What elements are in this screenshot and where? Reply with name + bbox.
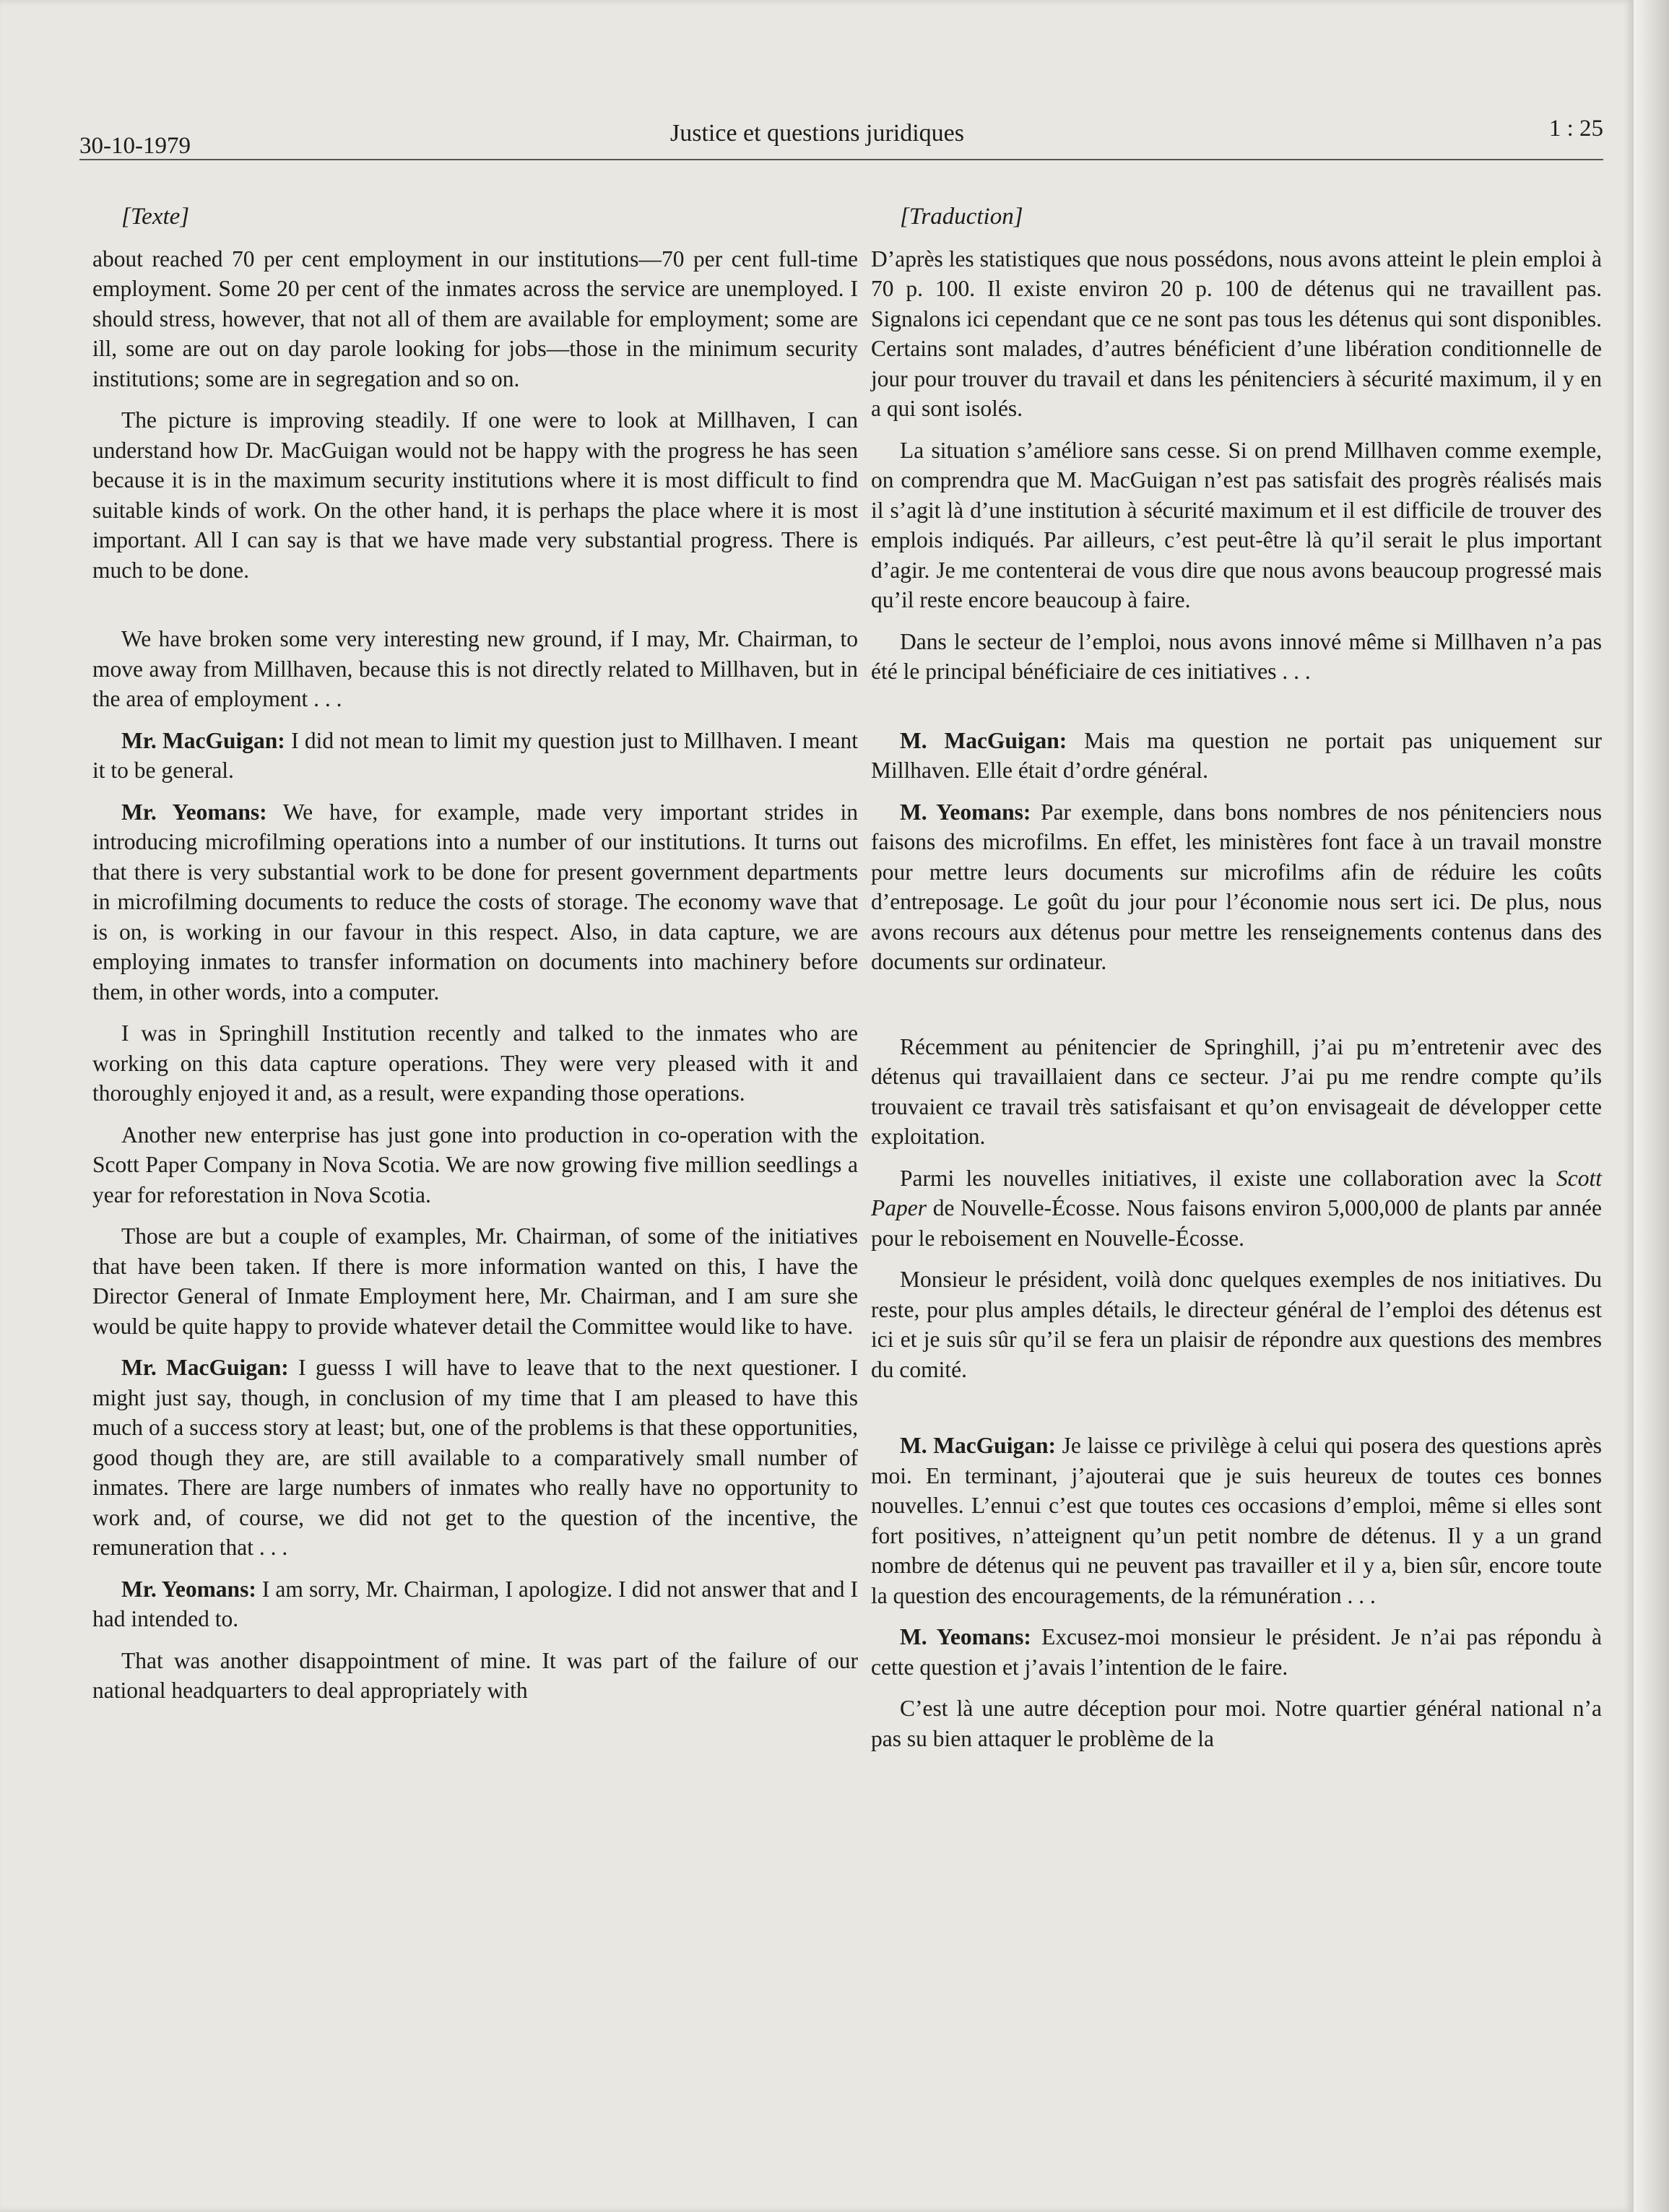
- paragraph: C’est là une autre déception pour moi. Notre quartier général national n’a pas su bien attaquer le problème de la: [871, 1696, 1602, 1751]
- page-edge: [1634, 0, 1669, 2212]
- speaker-name: Mr. Yeomans:: [121, 799, 267, 825]
- speaker-name: M. MacGuigan:: [900, 1433, 1056, 1458]
- speaker-name: Mr. MacGuigan:: [121, 1355, 289, 1380]
- speech-text: We have, for example, made very important strides in introducing microfilming operations into a number of our institutions. It turns out that there is very substantial work to be done for present government departments in microfilming documents to reduce the costs of storage. The economy wave that is on, is working in our favour in this respect. Also, in data capture, we are employing inmates to transfer information on documents into machinery before them, in other words, into a computer.: [92, 799, 858, 1005]
- section-label-traduction: [Traduction]: [900, 204, 1023, 230]
- text-run: de Nouvelle-Écosse. Nous faisons environ 5,000,000 de plants par année pour le reboisement en Nouvelle-Écosse.: [871, 1195, 1602, 1251]
- paragraph: [871, 1163, 1602, 1254]
- speech-text: Par exemple, dans bons nombres de nos pénitenciers nous faisons des microfilms. En effet, les ministères font face à un travail monstre pour mettre leurs documents sur microfilms afin de réduire les coûts d’entreposage. Le goût du jour pour l’économie nous sert ici. De plus, nous avons recours aux détenus pour mettre les renseignements contenus dans des documents sur ordinateur.: [871, 799, 1603, 974]
- page-header: [79, 116, 1603, 160]
- speech-text: I am sorry, Mr. Chairman, I apologize. I did not answer that and I had intended to.: [92, 1576, 858, 1631]
- paragraph: We have broken some very interesting new ground, if I may, Mr. Chairman, to move away from Millhaven, because this is not directly related to Millhaven, but in the area of employment . . .: [92, 626, 858, 711]
- paragraph: Récemment au pénitencier de Springhill, j’ai pu m’entretenir avec des détenus qui travaillaient dans ce secteur. J’ai pu me rendre compte qu’ils trouvaient ce travail très satisfaisant et qu’on envisageait de développer cette exploitation.: [871, 1033, 1602, 1149]
- paragraph: about reached 70 per cent employment in our institutions—70 per cent full-time employment. Some 20 per cent of the inmates across the service are unemployed. I should stress, however, that not all of them are available for employment; some are ill, some are out on day parole looking for jobs—those in the minimum security institutions; some are in segregation and so on.: [92, 246, 858, 391]
- company-name: Scott Paper: [871, 1165, 1602, 1220]
- header-page-number: 1 : 25: [1548, 116, 1603, 142]
- speaker-paragraph: [92, 797, 858, 1007]
- speaker-name: M. MacGuigan:: [900, 727, 1067, 753]
- header-date: 30-10-1979: [79, 133, 191, 159]
- paragraph: D’après les statistiques que nous possédons, nous avons atteint le plein emploi à 70 p. 100. Il existe environ 20 p. 100 de détenus qui ne travaillent pas. Signalons ici cependant que ce ne sont pas tous les détenus qui sont disponibles. Certains sont malades, d’autres bénéficient d’une libération conditionnelle de jour pour trouver du travail et dans les pénitenciers à sécurité maximum, il y en a qui sont isolés.: [871, 246, 1602, 421]
- speaker-name: M. Yeomans:: [900, 1624, 1031, 1649]
- paragraph: I was in Springhill Institution recently and talked to the inmates who are working on this data capture operations. They were very pleased with it and thoroughly enjoyed it and, as a result, were expanding those operations.: [92, 1020, 858, 1106]
- speaker-paragraph: [871, 726, 1602, 786]
- section-label-texte: [Texte]: [121, 204, 190, 230]
- speech-text: I guesss I will have to leave that to the next questioner. I might just say, though, in conclusion of my time that I am pleased to have this much of a success story at least; but, one of the problems is that these opportunities, good though they are, are still available to a comparatively small number of inmates. There are large numbers of inmates who really have no opportunity to work and, of course, we did not get to the question of the incentive, the remuneration that . . .: [92, 1355, 858, 1560]
- speaker-paragraph: [92, 1574, 858, 1634]
- english-column: [92, 202, 858, 1717]
- header-title: Justice et questions juridiques: [670, 120, 965, 147]
- speech-text: Mais ma question ne portait pas uniquement sur Millhaven. Elle était d’ordre général.: [871, 727, 1603, 783]
- speaker-paragraph: [92, 726, 858, 786]
- paragraph: Another new enterprise has just gone into production in co-operation with the Scott Paper Company in Nova Scotia. We are now growing five million seedlings a year for reforestation in Nova Scotia.: [92, 1122, 858, 1207]
- speaker-paragraph: [871, 1431, 1602, 1610]
- speech-text: I did not mean to limit my question just to Millhaven. I meant it to be general.: [92, 727, 858, 783]
- speaker-paragraph: [92, 1353, 858, 1563]
- text-run: Parmi les nouvelles initiatives, il existe une collaboration avec la: [900, 1165, 1556, 1191]
- paragraph: La situation s’améliore sans cesse. Si on prend Millhaven comme exemple, on comprendra que M. MacGuigan n’est pas satisfait des progrès réalisés mais il s’agit là d’une institution à sécurité maximum et il est difficile de trouver des emplois indiqués. Par ailleurs, c’est peut-être là qu’il serait le plus important d’agir. Je me contenterai de vous dire que nous avons beaucoup progressé mais qu’il reste encore beaucoup à faire.: [871, 437, 1602, 612]
- paragraph: Dans le secteur de l’emploi, nous avons innové même si Millhaven n’a pas été le principal bénéficiaire de ces initiatives . . .: [871, 628, 1602, 684]
- paragraph: The picture is improving steadily. If one were to look at Millhaven, I can understand how Dr. MacGuigan would not be happy with the progress he has seen because it is in the maximum security institutions where it is most difficult to find suitable kinds of work. On the other hand, it is perhaps the place where it is most important. All I can say is that we have made very substantial progress. There is much to be done.: [92, 407, 858, 583]
- speaker-paragraph: [871, 797, 1602, 977]
- speaker-name: Mr. Yeomans:: [121, 1576, 256, 1602]
- paragraph: Monsieur le président, voilà donc quelques exemples de nos initiatives. Du reste, pour plus amples détails, le directeur général de l’emploi des détenus est ici et je suis sûr qu’il se fera un plaisir de répondre aux questions des membres du comité.: [871, 1267, 1602, 1382]
- speaker-name: Mr. MacGuigan:: [121, 727, 285, 753]
- speaker-name: M. Yeomans:: [900, 799, 1031, 825]
- french-column: [871, 202, 1602, 1765]
- speech-text: Excusez-moi monsieur le président. Je n’ai pas répondu à cette question et j’avais l’intention de le faire.: [871, 1624, 1602, 1680]
- paragraph: Those are but a couple of examples, Mr. Chairman, of some of the initiatives that have been taken. If there is more information wanted on this, I have the Director General of Inmate Employment here, Mr. Chairman, and I am sure she would be quite happy to provide whatever detail the Committee would like to have.: [92, 1223, 858, 1339]
- speaker-paragraph: [871, 1622, 1602, 1682]
- speech-text: Je laisse ce privilège à celui qui posera des questions après moi. En terminant, j’ajouterai que je suis heureux de toutes ces bonnes nouvelles. L’ennui c’est que toutes ces occasions d’emploi, même si elles sont fort positives, n’atteignent qu’un petit nombre de détenus. Il y a un grand nombre de détenus qui ne peuvent pas travailler et il y a, bien sûr, encore toute la question des encouragements, de la rémunération . . .: [871, 1433, 1602, 1608]
- paragraph: That was another disappointment of mine. It was part of the failure of our national headquarters to deal appropriately with: [92, 1647, 858, 1703]
